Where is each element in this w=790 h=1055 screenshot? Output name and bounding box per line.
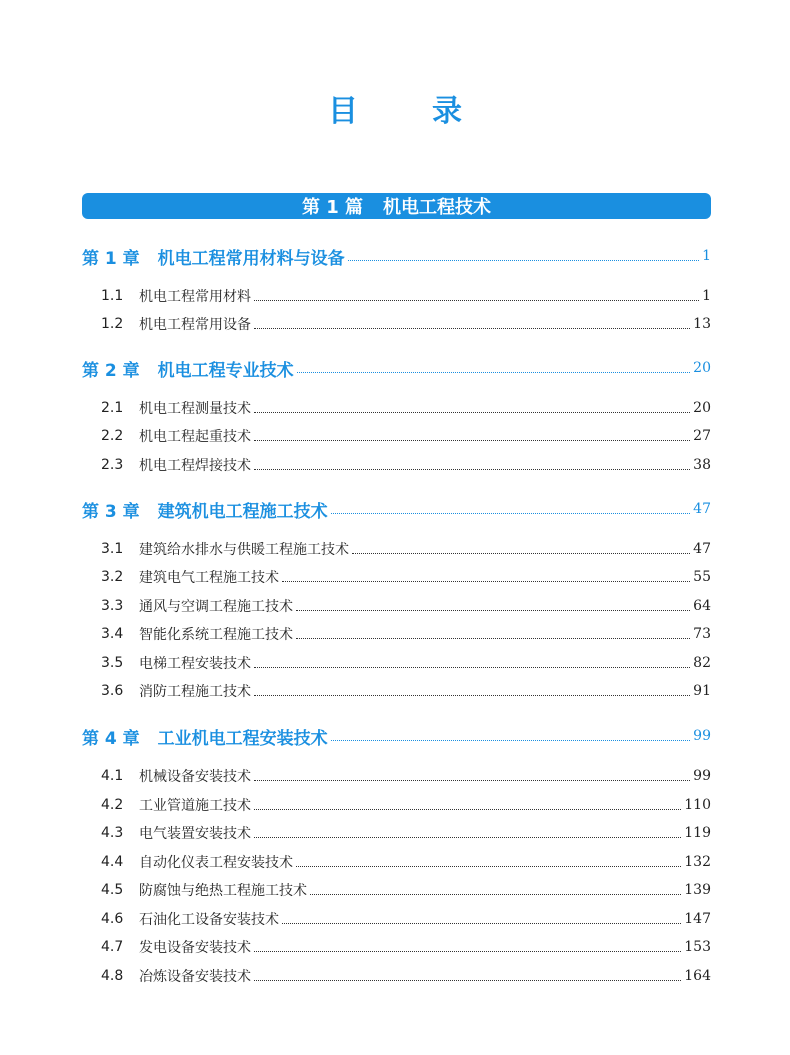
section-title: 冶炼设备安装技术 bbox=[139, 969, 251, 985]
chapter-title: 建筑机电工程施工技术 bbox=[157, 501, 328, 522]
toc-chapter-3[interactable] bbox=[82, 496, 711, 522]
dot-leader bbox=[254, 695, 690, 696]
toc-section-1-1[interactable] bbox=[101, 285, 711, 307]
section-page: 1 bbox=[702, 288, 711, 304]
section-number: 4.2 bbox=[101, 797, 124, 813]
dot-leader bbox=[331, 513, 691, 514]
section-title: 机电工程起重技术 bbox=[139, 429, 251, 445]
chapter-page: 47 bbox=[693, 501, 711, 517]
chapter-title: 机电工程常用材料与设备 bbox=[157, 248, 345, 269]
dot-leader bbox=[254, 837, 681, 838]
section-number: 2.2 bbox=[101, 428, 124, 444]
toc-section-3-2[interactable] bbox=[101, 566, 711, 588]
section-title: 石油化工设备安装技术 bbox=[139, 912, 279, 928]
dot-leader bbox=[254, 412, 690, 413]
toc-chapter-2[interactable] bbox=[82, 355, 711, 381]
section-page: 119 bbox=[684, 825, 711, 841]
chapter-number: 第 2 章 bbox=[82, 360, 140, 381]
section-page: 27 bbox=[693, 428, 711, 444]
chapter-page: 20 bbox=[693, 360, 711, 376]
section-title: 机电工程常用材料 bbox=[139, 289, 251, 305]
section-number: 4.4 bbox=[101, 854, 124, 870]
toc-section-4-1[interactable] bbox=[101, 765, 711, 787]
dot-leader bbox=[282, 581, 690, 582]
toc-section-3-5[interactable] bbox=[101, 652, 711, 674]
section-number: 3.1 bbox=[101, 541, 124, 557]
dot-leader bbox=[254, 809, 681, 810]
section-page: 91 bbox=[693, 683, 711, 699]
section-number: 2.1 bbox=[101, 400, 124, 416]
chapter-number: 第 3 章 bbox=[82, 501, 140, 522]
dot-leader bbox=[310, 894, 681, 895]
part-number: 第 1 篇 bbox=[301, 197, 364, 218]
section-number: 4.3 bbox=[101, 825, 124, 841]
dot-leader bbox=[254, 667, 690, 668]
section-number: 3.2 bbox=[101, 569, 124, 585]
section-title: 防腐蚀与绝热工程施工技术 bbox=[139, 883, 307, 899]
section-number: 2.3 bbox=[101, 457, 124, 473]
section-title: 机电工程测量技术 bbox=[139, 401, 251, 417]
toc-section-4-6[interactable] bbox=[101, 908, 711, 930]
toc-section-2-3[interactable] bbox=[101, 454, 711, 476]
chapter-number: 第 1 章 bbox=[82, 248, 140, 269]
toc-section-2-1[interactable] bbox=[101, 397, 711, 419]
chapter-title: 机电工程专业技术 bbox=[157, 360, 294, 381]
toc-section-4-4[interactable] bbox=[101, 851, 711, 873]
chapter-page: 1 bbox=[702, 248, 711, 264]
section-page: 20 bbox=[693, 400, 711, 416]
section-title: 消防工程施工技术 bbox=[139, 684, 251, 700]
section-number: 3.6 bbox=[101, 683, 124, 699]
dot-leader bbox=[254, 780, 690, 781]
section-title: 工业管道施工技术 bbox=[139, 798, 251, 814]
dot-leader bbox=[296, 638, 690, 639]
dot-leader bbox=[352, 553, 690, 554]
dot-leader bbox=[254, 469, 690, 470]
section-title: 电梯工程安装技术 bbox=[139, 656, 251, 672]
part-banner bbox=[82, 193, 711, 219]
toc-section-1-2[interactable] bbox=[101, 313, 711, 335]
section-number: 3.5 bbox=[101, 655, 124, 671]
section-title: 建筑给水排水与供暖工程施工技术 bbox=[139, 542, 349, 558]
section-number: 3.3 bbox=[101, 598, 124, 614]
section-title: 通风与空调工程施工技术 bbox=[139, 599, 293, 615]
section-number: 4.8 bbox=[101, 968, 124, 984]
dot-leader bbox=[297, 372, 691, 373]
section-title: 机械设备安装技术 bbox=[139, 769, 251, 785]
title-char-1: 目 bbox=[328, 94, 358, 129]
section-number: 1.1 bbox=[101, 288, 124, 304]
toc-section-2-2[interactable] bbox=[101, 425, 711, 447]
toc-chapter-4[interactable] bbox=[82, 723, 711, 749]
page-title bbox=[0, 86, 790, 130]
section-title: 电气装置安装技术 bbox=[139, 826, 251, 842]
section-page: 132 bbox=[684, 854, 711, 870]
dot-leader bbox=[348, 260, 699, 261]
dot-leader bbox=[282, 923, 681, 924]
toc-section-3-1[interactable] bbox=[101, 538, 711, 560]
toc-section-3-3[interactable] bbox=[101, 595, 711, 617]
section-page: 110 bbox=[684, 797, 711, 813]
section-page: 64 bbox=[693, 598, 711, 614]
section-page: 153 bbox=[684, 939, 711, 955]
section-page: 13 bbox=[693, 316, 711, 332]
section-number: 4.7 bbox=[101, 939, 124, 955]
dot-leader bbox=[254, 951, 681, 952]
section-page: 164 bbox=[684, 968, 711, 984]
section-title: 发电设备安装技术 bbox=[139, 940, 251, 956]
section-title: 机电工程常用设备 bbox=[139, 317, 251, 333]
section-title: 自动化仪表工程安装技术 bbox=[139, 855, 293, 871]
section-number: 3.4 bbox=[101, 626, 124, 642]
toc-section-4-3[interactable] bbox=[101, 822, 711, 844]
section-page: 73 bbox=[693, 626, 711, 642]
chapter-title: 工业机电工程安装技术 bbox=[157, 728, 328, 749]
section-page: 38 bbox=[693, 457, 711, 473]
section-page: 147 bbox=[684, 911, 711, 927]
toc-section-3-4[interactable] bbox=[101, 623, 711, 645]
section-page: 82 bbox=[693, 655, 711, 671]
chapter-page: 99 bbox=[693, 728, 711, 744]
toc-chapter-1[interactable] bbox=[82, 243, 711, 269]
chapter-number: 第 4 章 bbox=[82, 728, 140, 749]
dot-leader bbox=[254, 328, 690, 329]
section-page: 139 bbox=[684, 882, 711, 898]
section-title: 建筑电气工程施工技术 bbox=[139, 570, 279, 586]
section-number: 4.6 bbox=[101, 911, 124, 927]
toc-section-4-8[interactable] bbox=[101, 965, 711, 987]
section-title: 智能化系统工程施工技术 bbox=[139, 627, 293, 643]
dot-leader bbox=[296, 610, 690, 611]
dot-leader bbox=[254, 300, 699, 301]
toc-section-4-5[interactable] bbox=[101, 879, 711, 901]
toc-section-4-2[interactable] bbox=[101, 794, 711, 816]
toc-section-3-6[interactable] bbox=[101, 680, 711, 702]
section-page: 99 bbox=[693, 768, 711, 784]
part-title: 机电工程技术 bbox=[383, 197, 492, 218]
dot-leader bbox=[296, 866, 681, 867]
dot-leader bbox=[254, 980, 681, 981]
section-number: 4.1 bbox=[101, 768, 124, 784]
dot-leader bbox=[331, 740, 691, 741]
section-number: 1.2 bbox=[101, 316, 124, 332]
section-title: 机电工程焊接技术 bbox=[139, 458, 251, 474]
section-number: 4.5 bbox=[101, 882, 124, 898]
dot-leader bbox=[254, 440, 690, 441]
section-page: 47 bbox=[693, 541, 711, 557]
toc-section-4-7[interactable] bbox=[101, 936, 711, 958]
title-char-2: 录 bbox=[432, 94, 462, 129]
section-page: 55 bbox=[693, 569, 711, 585]
